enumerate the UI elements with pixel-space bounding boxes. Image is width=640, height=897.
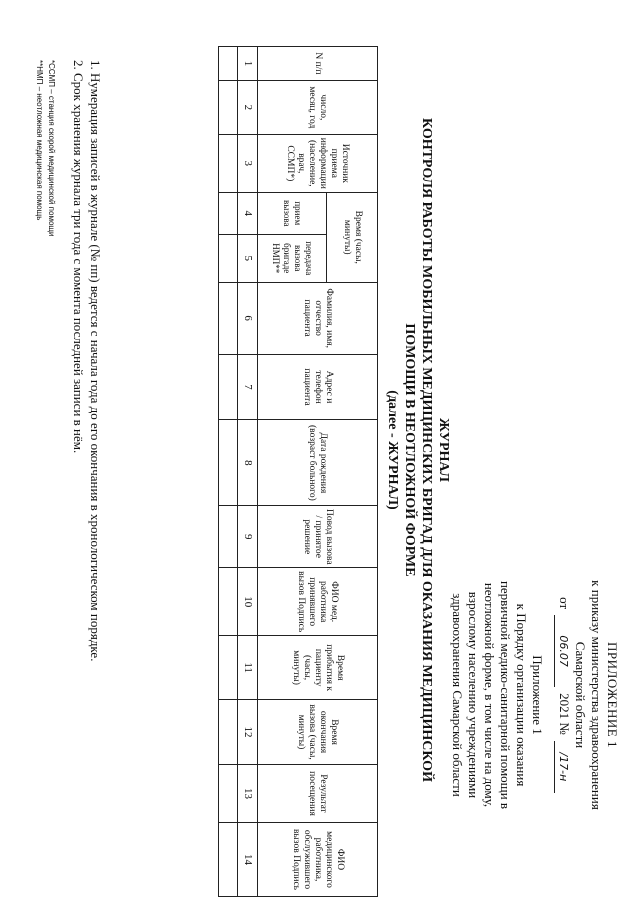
footnote: *ССМП – станция скорой медицинской помощи (47, 60, 56, 237)
footnote: **НМП – неотложная медицинская помощь (35, 60, 44, 221)
date-prefix: от (557, 597, 572, 610)
column-number: 8 (238, 420, 258, 506)
journal-title (384, 10, 452, 890)
empty-cell (219, 765, 238, 823)
column-number: 13 (238, 765, 258, 823)
empty-cell (219, 354, 238, 420)
header-cell: Дата рождения (возраст больного) (258, 420, 378, 506)
column-number: 6 (238, 282, 258, 354)
empty-cell (219, 80, 238, 134)
column-number: 7 (238, 354, 258, 420)
column-number: 11 (238, 636, 258, 700)
annex-line: взрослому населению учреждениями (466, 591, 481, 799)
empty-cell (219, 192, 238, 234)
empty-cell (219, 636, 238, 700)
order-date-line (554, 505, 572, 885)
header-cell: Фамилия, имя, отчество пациента (258, 282, 378, 354)
journal-title-line: ЖУРНАЛ (436, 418, 451, 482)
appendix-title: ПРИЛОЖЕНИЕ 1 (605, 642, 620, 748)
appendix-line-1: к приказу министерства здравоохранения (589, 580, 604, 810)
header-cell: N п/п (258, 47, 378, 81)
column-number: 9 (238, 506, 258, 568)
column-number: 3 (238, 134, 258, 192)
note-item: 1. Нумерация записей в журнале (№ пп) ведется с начала года до его окончания в хронологическом порядке. (88, 60, 103, 662)
order-year: 2021 № (557, 693, 572, 735)
column-number: 5 (238, 234, 258, 282)
header-cell: ФИО медицинского работника, обслужившего вызов Подпись (258, 822, 378, 896)
header-cell: прием вызова (258, 192, 327, 234)
header-cell: Адрес и телефон пациента (258, 354, 378, 420)
annex-line: первичной медико-санитарной помощи в (498, 580, 513, 810)
handwritten-date: 06.07 (554, 615, 571, 687)
column-number: 10 (238, 568, 258, 636)
empty-cell (219, 47, 238, 81)
empty-cell (219, 506, 238, 568)
header-cell: Время окончания вызова (часы, минуты) (258, 700, 378, 765)
empty-cell (219, 420, 238, 506)
annex-line: неотложной форме, в том числе на дому, (482, 582, 497, 808)
table-header-row (327, 47, 378, 897)
empty-cell (219, 134, 238, 192)
header-cell: Время прибытия к пациенту (часы, минуты) (258, 636, 378, 700)
journal-table (218, 46, 378, 897)
empty-cell (219, 282, 238, 354)
header-cell: Повод вызова / принятое решение (258, 506, 378, 568)
header-cell: ФИО мед. работника принявшего вызов Подпись (258, 568, 378, 636)
header-cell: Результат посещения (258, 765, 378, 823)
table-row (219, 47, 238, 897)
header-cell: число, месяц, год (258, 80, 378, 134)
journal-title-line: ПОМОЩИ В НЕОТЛОЖНОЙ ФОРМЕ (402, 323, 417, 577)
annex-line: к Порядку организации оказания (514, 603, 529, 787)
note-item: 2. Срок хранения журнала три года с момента последней записи в нём. (71, 60, 86, 454)
header-cell: передача вызова бригаде НМП** (258, 234, 327, 282)
appendix-line-2: Самарской области (573, 641, 588, 749)
header-cell: Источник приема информации (население, врач, ССМП*) (258, 134, 378, 192)
column-number: 1 (238, 47, 258, 81)
annex-title: Приложение 1 (530, 655, 545, 735)
handwritten-order-number: /17-н (554, 741, 571, 793)
header-cell: Время (часы, минуты) (327, 192, 378, 282)
column-number: 2 (238, 80, 258, 134)
procedure-annex-block (449, 505, 545, 885)
order-appendix-block (554, 505, 620, 885)
journal-title-line: (далее - ЖУРНАЛ) (385, 390, 400, 510)
annex-line: здравоохранения Самарской области (450, 593, 465, 797)
empty-cell (219, 234, 238, 282)
column-number-row (238, 47, 258, 897)
notes-list (70, 60, 104, 661)
column-number: 14 (238, 822, 258, 896)
journal-title-line: КОНТРОЛЯ РАБОТЫ МОБИЛЬНЫХ МЕДИЦИНСКИХ БРИГАД ДЛЯ ОКАЗАНИЯ МЕДИЦИНСКОЙ (419, 118, 434, 782)
column-number: 4 (238, 192, 258, 234)
column-number: 12 (238, 700, 258, 765)
empty-cell (219, 822, 238, 896)
empty-cell (219, 568, 238, 636)
empty-cell (219, 700, 238, 765)
